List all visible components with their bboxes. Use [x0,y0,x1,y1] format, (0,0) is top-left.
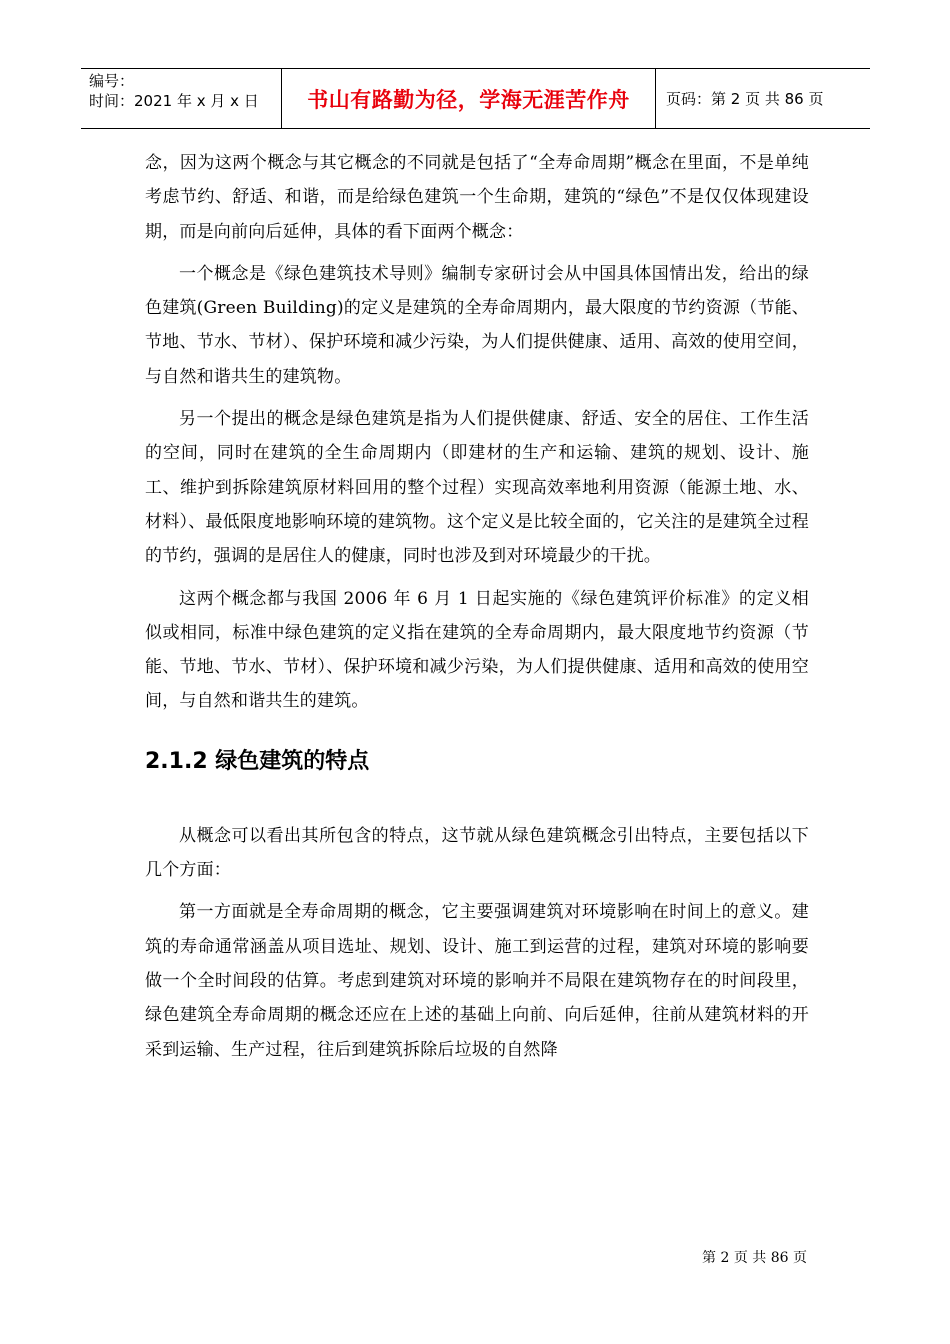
paragraph-6: 第一方面就是全寿命周期的概念，它主要强调建筑对环境影响在时间上的意义。建筑的寿命通常涵盖从项目选址、规划、设计、施工到运营的过程，建筑对环境的影响要做一个全时间段的估算。考虑到建筑对环境的影响并不局限在建筑物存在的时间段里，绿色建筑全寿命周期的概念还应在上述的基础上向前、向后延伸，往前从建筑材料的开采到运输、生产过程，往后到建筑拆除后垃圾的自然降 [145,902,809,1060]
document-body [145,146,809,1075]
header-meta-cell [81,69,282,128]
document-number-label: 编号： [89,72,135,90]
paragraph-5: 从概念可以看出其所包含的特点，这节就从绿色建筑概念引出特点，主要包括以下几个方面： [145,825,809,881]
paragraph-1: 念，因为这两个概念与其它概念的不同就是包括了“全寿命周期”概念在里面，不是单纯考虑节约、舒适、和谐，而是给绿色建筑一个生命期，建筑的“绿色”不是仅仅体现建设期，而是向前向后延伸，具体的看下面两个概念： [145,153,809,242]
paragraph-2: 一个概念是《绿色建筑技术导则》编制专家研讨会从中国具体国情出发，给出的绿色建筑(Green Building)的定义是建筑的全寿命周期内，最大限度的节约资源（节能、节地、节水、节材）、保护环境和减少污染，为人们提供健康、适用、高效的使用空间，与自然和谐共生的建筑物。 [145,263,809,387]
paragraph-3: 另一个提出的概念是绿色建筑是指为人们提供健康、舒适、安全的居住、工作生活的空间，同时在建筑的全生命周期内（即建材的生产和运输、建筑的规划、设计、施工、维护到拆除建筑原材料回用的整个过程）实现高效率地利用资源（能源土地、水、材料）、最低限度地影响环境的建筑物。这个定义是比较全面的，它关注的是建筑全过程的节约，强调的是居住人的健康，同时也涉及到对环境最少的干扰。 [145,409,809,567]
header-page-code: 页码：第 2 页 共 86 页 [666,90,824,108]
document-time-label: 时间：2021 年 x 月 x 日 [89,92,259,110]
header-motto: 书山有路勤为径，学海无涯苦作舟 [282,69,656,128]
page-header [81,68,870,129]
paragraph-4: 这两个概念都与我国 2006 年 6 月 1 日起实施的《绿色建筑评价标准》的定义相似或相同，标准中绿色建筑的定义指在建筑的全寿命周期内，最大限度地节约资源（节能、节地、节水、节材）、保护环境和减少污染，为人们提供健康、适用和高效的使用空间，与自然和谐共生的建筑。 [145,588,809,712]
section-heading: 2.1.2 绿色建筑的特点 [145,748,370,774]
page-footer: 第 2 页 共 86 页 [702,1250,807,1266]
